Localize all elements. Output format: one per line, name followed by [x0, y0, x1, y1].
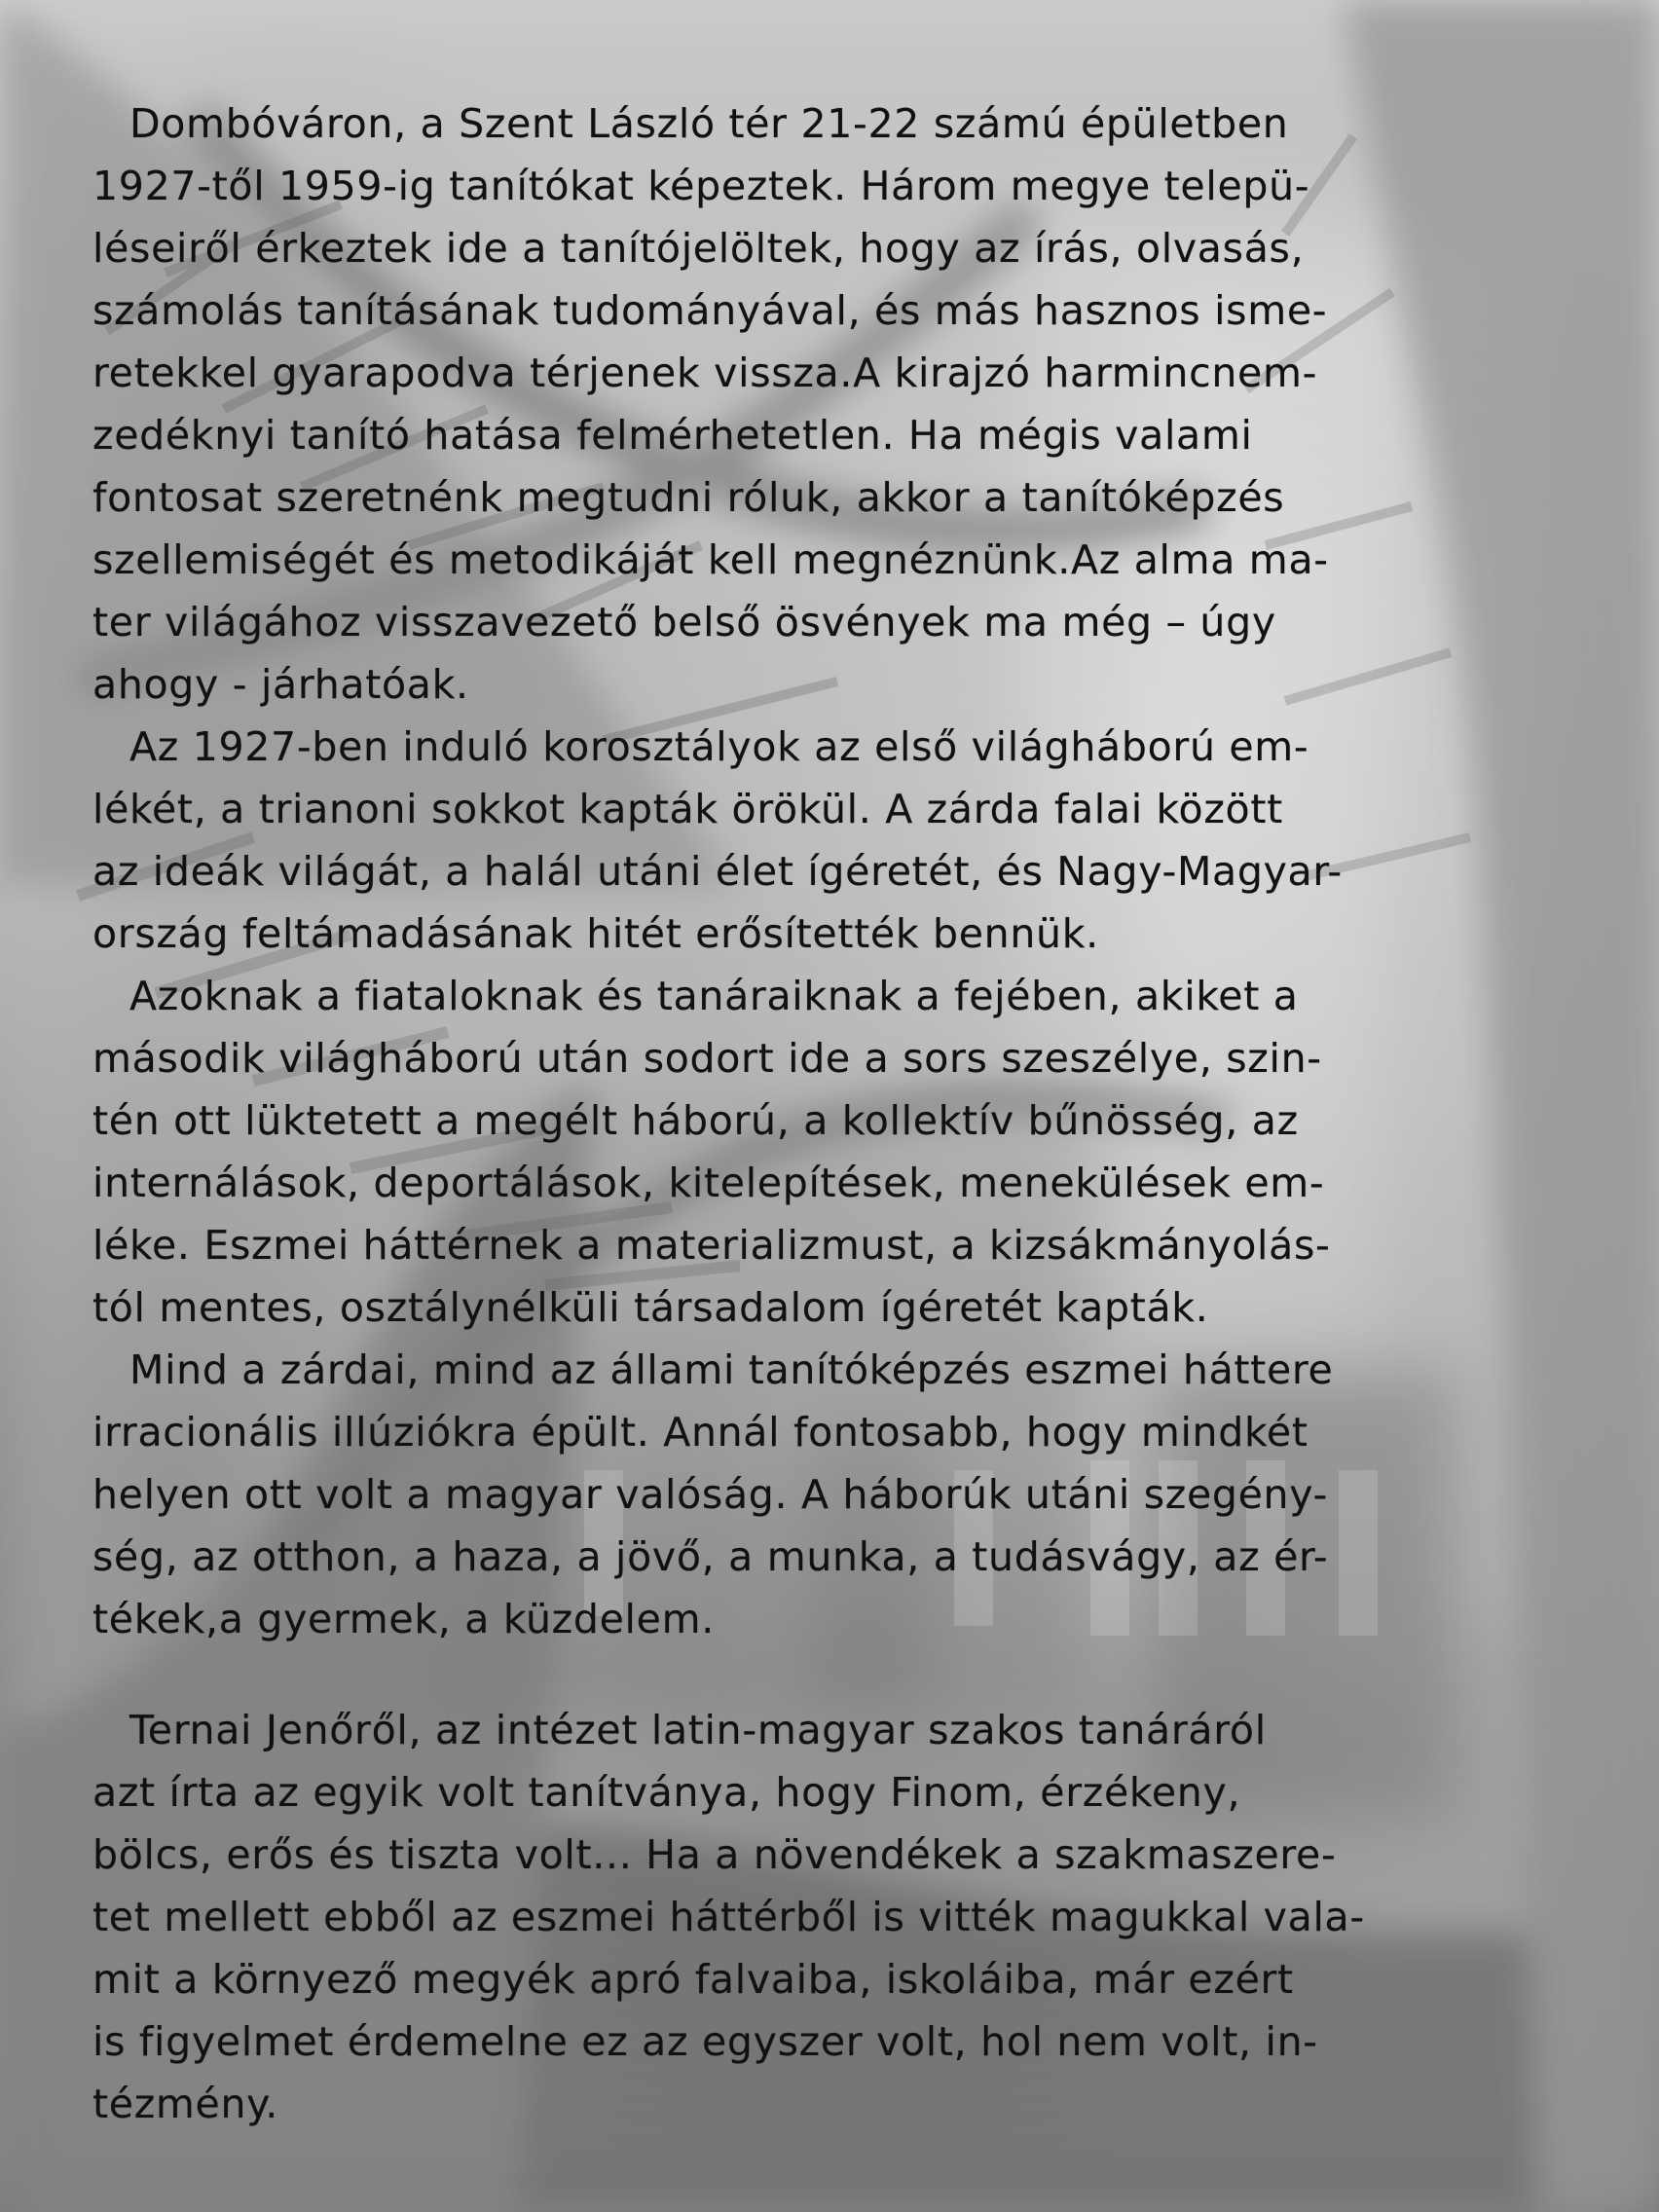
- paragraph-gap: [92, 1650, 1543, 1699]
- paragraph-1-line-8: szellemiségét és metodikáját kell megnéznünk.Az alma ma-: [92, 536, 1329, 583]
- paragraph-1-line-3: léseiről érkeztek ide a tanítójelöltek, hogy az írás, olvasás,: [92, 225, 1305, 272]
- paragraph-1-line-4: számolás tanításának tudományával, és más hasznos isme-: [92, 287, 1328, 334]
- paragraph-2-line-4: ország feltámadásának hitét erősítették bennük.: [92, 910, 1099, 957]
- paragraph-2-line-3: az ideák világát, a halál utáni élet ígéretét, és Nagy-Magyar-: [92, 848, 1343, 895]
- paragraph-3-line-2: második világháború után sodort ide a sors szeszélye, szin-: [92, 1035, 1322, 1082]
- paragraph-4-line-5: tékek,a gyermek, a küzdelem.: [92, 1596, 715, 1642]
- paragraph-4-line-3: helyen ott volt a magyar valóság. A háborúk utáni szegény-: [92, 1471, 1328, 1518]
- paragraph-5-line-2: azt írta az egyik volt tanítványa, hogy Finom, érzékeny,: [92, 1769, 1241, 1816]
- paragraph-4-line-4: ség, az otthon, a haza, a jövő, a munka, a tudásvágy, az ér-: [92, 1533, 1329, 1580]
- paragraph-3-line-4: internálások, deportálások, kitelepítések, menekülések em-: [92, 1160, 1325, 1206]
- paragraph-1-line-5: retekkel gyarapodva térjenek vissza.A kirajzó harmincnem-: [92, 350, 1318, 396]
- paragraph-2-line-1: Az 1927-ben induló korosztályok az első világháború em-: [129, 723, 1309, 770]
- paragraph-4-line-1: Mind a zárdai, mind az állami tanítóképzés eszmei háttere: [129, 1346, 1334, 1393]
- paragraph-5-line-3: bölcs, erős és tiszta volt... Ha a növendékek a szakmaszere-: [92, 1831, 1337, 1878]
- paragraph-1-line-9: ter világához visszavezető belső ösvények ma még – úgy: [92, 599, 1276, 645]
- paragraph-1-line-7: fontosat szeretnénk megtudni róluk, akkor a tanítóképzés: [92, 474, 1285, 521]
- paragraph-3-line-1: Azoknak a fiataloknak és tanáraiknak a fejében, akiket a: [129, 973, 1299, 1019]
- paragraph-3-line-5: léke. Eszmei háttérnek a materializmust, a kizsákmányolás-: [92, 1222, 1331, 1269]
- paragraph-5-line-6: is figyelmet érdemelne ez az egyszer volt, hol nem volt, in-: [92, 2018, 1318, 2065]
- description-text: [92, 92, 1543, 2135]
- paragraph-1-line-1: Dombóváron, a Szent László tér 21-22 számú épületben: [129, 100, 1289, 147]
- paragraph-5-line-7: tézmény.: [92, 2081, 279, 2127]
- paragraph-5-line-5: mit a környező megyék apró falvaiba, iskoláiba, már ezért: [92, 1956, 1294, 2003]
- paragraph-5-line-1: Ternai Jenőről, az intézet latin-magyar szakos tanáráról: [129, 1707, 1267, 1753]
- paragraph-3-line-6: tól mentes, osztálynélküli társadalom ígéretét kapták.: [92, 1284, 1209, 1331]
- paragraph-4-line-2: irracionális illúziókra épült. Annál fontosabb, hogy mindkét: [92, 1409, 1309, 1456]
- paragraph-1-line-6: zedéknyi tanító hatása felmérhetetlen. Ha mégis valami: [92, 412, 1253, 459]
- paragraph-1-line-10: ahogy - járhatóak.: [92, 661, 469, 708]
- paragraph-2-line-2: lékét, a trianoni sokkot kapták örökül. A zárda falai között: [92, 786, 1283, 832]
- paragraph-5-line-4: tet mellett ebből az eszmei háttérből is vitték magukkal vala-: [92, 1894, 1365, 1940]
- paragraph-1-line-2: 1927-től 1959-ig tanítókat képeztek. Három megye telepü-: [92, 163, 1310, 209]
- paragraph-3-line-3: tén ott lüktetett a megélt háború, a kollektív bűnösség, az: [92, 1097, 1299, 1144]
